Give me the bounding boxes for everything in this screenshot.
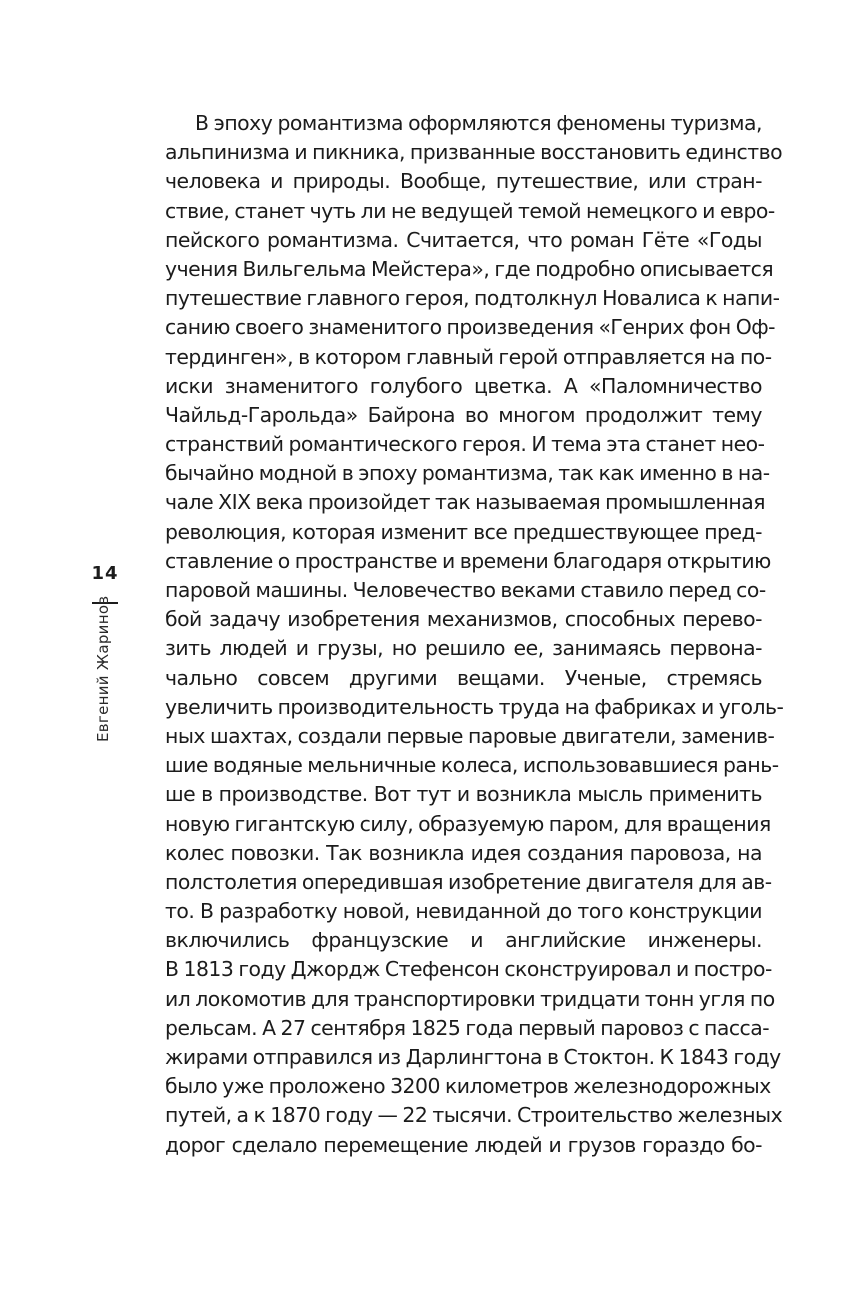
text-line: дорог сделало перемещение людей и грузов гораздо бо- [165,1132,762,1157]
text-line: бычайно модной в эпоху романтизма, так как именно в на- [165,461,770,486]
text-line: пейского романтизма. Считается, что роман Гёте «Годы [165,227,762,252]
text-line: чале XIX века произойдет так называемая промышленная [165,490,765,515]
text-line: зить людей и грузы, но решило ее, занимаясь первона- [165,636,762,661]
page-number: 14 [91,563,119,584]
text-line: полстолетия опередившая изобретение двигателя для ав- [165,869,772,894]
body-text [165,109,784,1160]
text-line: ставление о пространстве и времени благодаря открытию [165,548,771,573]
text-line: иски знаменитого голубого цветка. А «Паломничество [165,373,762,398]
text-line: чально совсем другими вещами. Ученые, стремясь [165,665,762,690]
text-line: то. В разработку новой, невиданной до того конструкции [165,899,762,924]
text-line: новую гигантскую силу, образуемую паром, для вращения [165,811,771,836]
text-line: альпинизма и пикника, призванные восстановить единство [165,140,783,165]
text-line: санию своего знаменитого произведения «Генрих фон Оф- [165,315,776,340]
text-line: ил локомотив для транспортировки тридцати тонн угля по [165,986,775,1011]
text-line: паровой машины. Человечество веками ставило перед со- [165,578,766,602]
text-line: человека и природы. Вообще, путешествие, или стран- [165,169,762,194]
text-line: рельсам. А 27 сентября 1825 года первый паровоз с пасса- [165,1015,770,1040]
text-line: В эпоху романтизма оформляются феномены туризма, [195,111,762,135]
text-line: ше в производстве. Вот тут и возникла мысль применить [165,782,762,807]
text-line: бой задачу изобретения механизмов, способных перево- [165,607,762,632]
text-line: включились французские и английские инженеры. [165,928,762,953]
text-line: увеличить производительность труда на фабриках и уголь- [165,694,784,719]
text-line: было уже проложено 3200 километров железнодорожных [165,1074,771,1099]
text-line: Чайльд-Гарольда» Байрона во многом продолжит тему [165,402,762,427]
text-line: колес повозки. Так возникла идея создания паровоза, на [165,840,762,865]
text-line: ных шахтах, создали первые паровые двигатели, заменив- [165,723,775,748]
text-line: революция, которая изменит все предшествующее пред- [165,519,762,544]
text-line: учения Вильгельма Мейстера», где подробно описывается [165,256,774,281]
text-line: путей, а к 1870 году — 22 тысячи. Строительство железных [165,1103,783,1128]
text-line: странствий романтического героя. И тема эта станет нео- [165,432,765,457]
text-line: тердинген», в котором главный герой отправляется на по- [165,344,772,369]
text-line: ствие, станет чуть ли не ведущей темой немецкого и евро- [165,198,775,223]
author-name: Евгений Жаринов [94,595,112,742]
text-line: шие водяные мельничные колеса, использовавшиеся рань- [165,753,779,778]
text-line: жирами отправился из Дарлингтона в Стоктон. К 1843 году [165,1045,781,1069]
text-line: В 1813 году Джордж Стефенсон сконструировал и постро- [165,957,772,982]
text-line: путешествие главного героя, подтолкнул Новалиса к напи- [165,286,780,311]
